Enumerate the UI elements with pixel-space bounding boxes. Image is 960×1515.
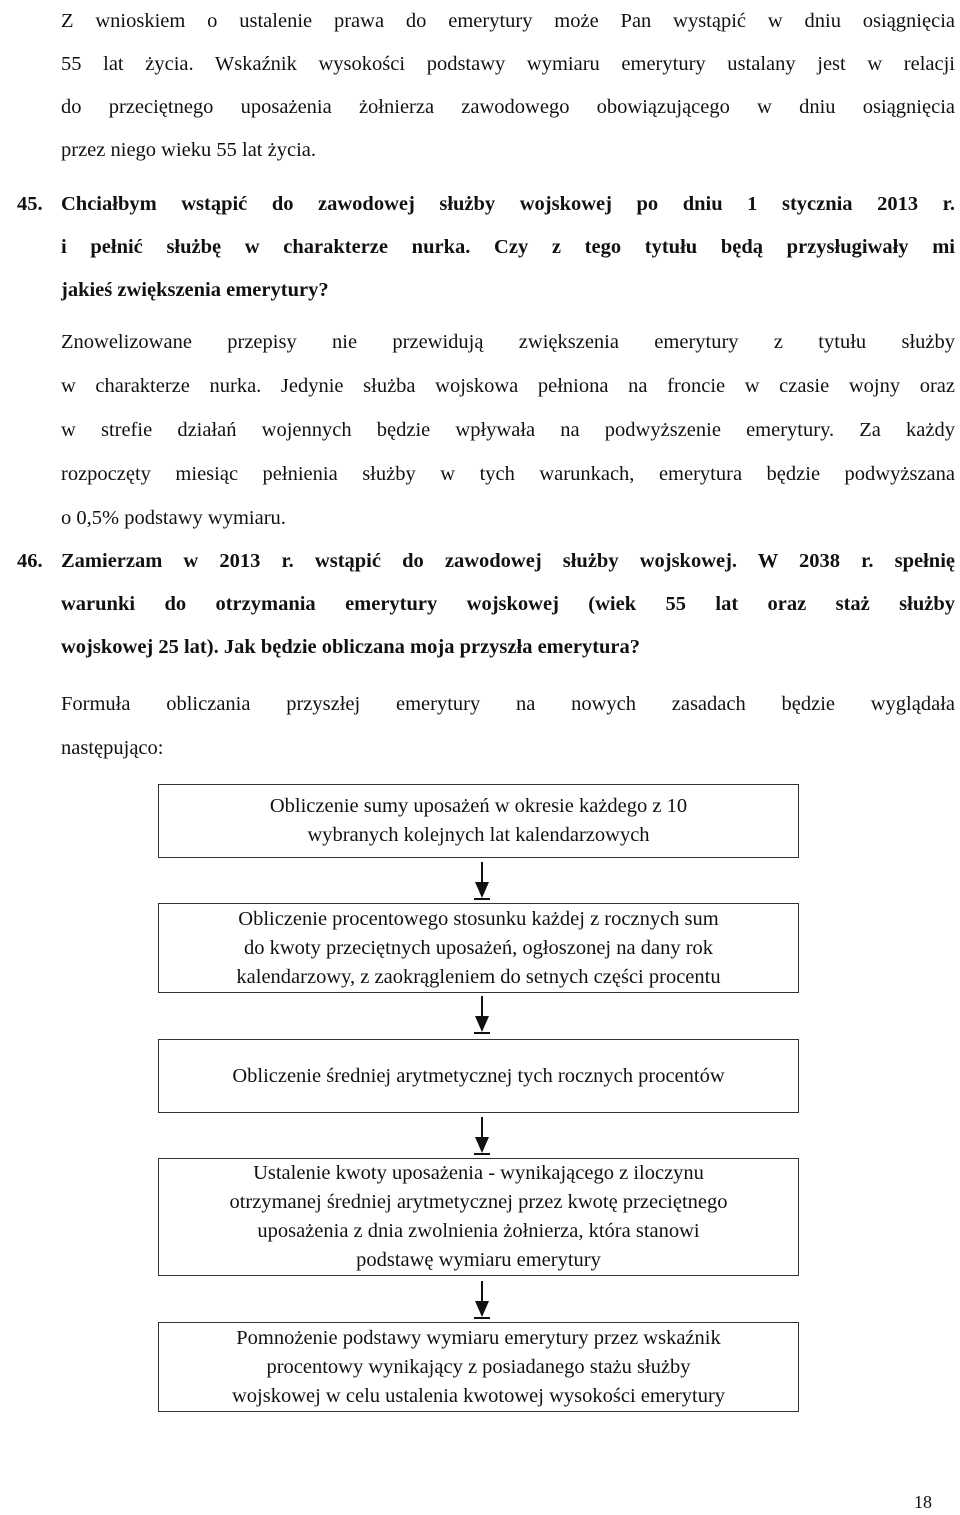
page-number: 18: [914, 1492, 932, 1512]
answer-45-paragraph: [61, 320, 955, 540]
question-45-text: [61, 183, 955, 312]
answer-45-line-2: w charakterze nurka. Jedynie służba wojskowa pełniona na froncie w czasie wojny oraz: [61, 375, 955, 397]
intro-line-2: 55 lat życia. Wskaźnik wysokości podstawy wymiaru emerytury ustalany jest w relacji: [61, 53, 955, 75]
answer-46-line-2: następująco:: [61, 737, 164, 759]
intro-paragraph: [61, 0, 955, 172]
flow-box-4-line-2: otrzymanej średniej arytmetycznej przez kwotę przeciętnego: [229, 1191, 728, 1213]
answer-46-paragraph: [61, 682, 955, 770]
answer-45-line-1: Znowelizowane przepisy nie przewidują zwiększenia emerytury z tytułu służby: [61, 331, 955, 353]
question-45-line-3: jakieś zwiększenia emerytury?: [61, 279, 329, 301]
question-45-line-1: Chciałbym wstąpić do zawodowej służby wojskowej po dniu 1 stycznia 2013 r.: [61, 193, 955, 215]
flow-arrow-4: [472, 1281, 492, 1321]
flow-box-3-line-1: Obliczenie średniej arytmetycznej tych rocznych procentów: [232, 1064, 725, 1087]
flow-box-1-line-2: wybranych kolejnych lat kalendarzowych: [307, 824, 650, 846]
intro-line-3: do przeciętnego uposażenia żołnierza zawodowego obowiązującego w dniu osiągnięcia: [61, 96, 955, 118]
answer-45-line-5: o 0,5% podstawy wymiaru.: [61, 507, 286, 529]
flow-box-salary-amount: [158, 1158, 799, 1276]
intro-line-4: przez niego wieku 55 lat życia.: [61, 139, 316, 161]
answer-46-line-1: Formuła obliczania przyszłej emerytury na nowych zasadach będzie wyglądała: [61, 693, 955, 715]
flow-box-2-line-2: do kwoty przeciętnych uposażeń, ogłoszonej na dany rok: [243, 936, 714, 959]
flow-arrow-2: [472, 996, 492, 1036]
flow-box-5-line-2: procentowy wynikający z posiadanego stażu służby: [266, 1355, 691, 1378]
question-45-number: 45.: [17, 193, 43, 215]
answer-45-line-3: w strefie działań wojennych będzie wpływała na podwyższenie emerytury. Za każdy: [61, 419, 955, 441]
flow-arrow-3: [472, 1117, 492, 1157]
flow-box-2-line-1: Obliczenie procentowego stosunku każdej z rocznych sum: [238, 907, 719, 930]
question-46-line-1: Zamierzam w 2013 r. wstąpić do zawodowej służby wojskowej. W 2038 r. spełnię: [61, 550, 955, 572]
intro-line-1: Z wnioskiem o ustalenie prawa do emerytury może Pan wystąpić w dniu osiągnięcia: [61, 10, 955, 32]
question-46-number: 46.: [17, 550, 43, 572]
flow-box-multiply-indicator: [158, 1322, 799, 1412]
flow-box-percentage-ratio: [158, 903, 799, 993]
flow-box-2-line-3: kalendarzowy, z zaokrągleniem do setnych części procentu: [236, 965, 721, 988]
answer-45-line-4: rozpoczęty miesiąc pełnienia służby w tych warunkach, emerytura będzie podwyższana: [61, 463, 955, 485]
flow-box-5-line-1: Pomnożenie podstawy wymiaru emerytury przez wskaźnik: [236, 1326, 721, 1349]
flow-arrow-1: [472, 862, 492, 902]
flow-box-sum-salaries: [158, 784, 799, 858]
flow-box-5-line-3: wojskowej w celu ustalenia kwotowej wysokości emerytury: [231, 1384, 726, 1407]
question-46-line-2: warunki do otrzymania emerytury wojskowej (wiek 55 lat oraz staż służby: [61, 593, 955, 615]
question-46-line-3: wojskowej 25 lat). Jak będzie obliczana moja przyszła emerytura?: [61, 636, 641, 658]
flow-box-4-line-3: uposażenia z dnia zwolnienia żołnierza, która stanowi: [257, 1220, 700, 1242]
flow-box-1-line-1: Obliczenie sumy uposażeń w okresie każdego z 10: [269, 795, 688, 817]
question-45-line-2: i pełnić służbę w charakterze nurka. Czy z tego tytułu będą przysługiwały mi: [61, 236, 955, 258]
flow-box-4-line-4: podstawę wymiaru emerytury: [356, 1249, 601, 1271]
flow-box-4-line-1: Ustalenie kwoty uposażenia - wynikającego z iloczynu: [253, 1162, 704, 1184]
flow-box-arithmetic-mean: [158, 1039, 799, 1113]
question-46-text: [61, 540, 955, 669]
